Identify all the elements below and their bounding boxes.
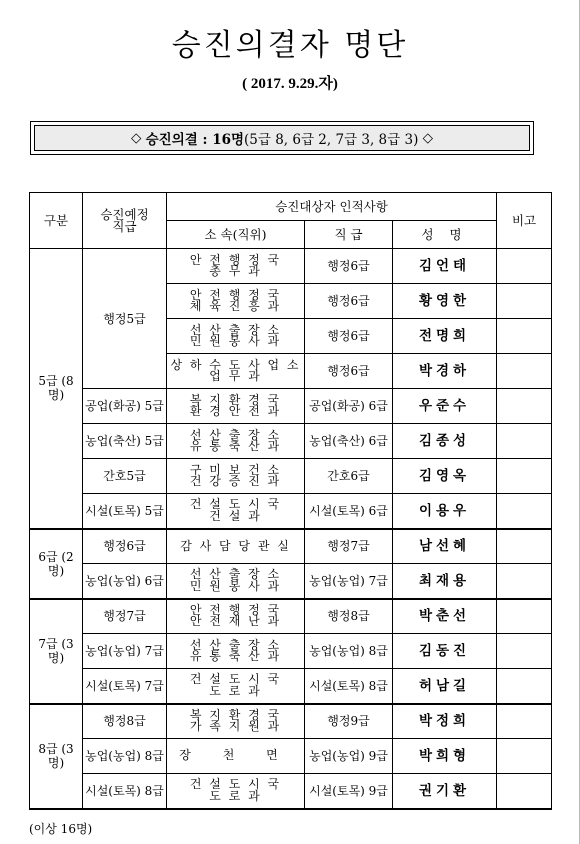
rank-cell: 행정8급 <box>305 599 393 634</box>
header-target-rank <box>83 193 167 249</box>
dept-line: 가 족 지 원 과 <box>189 719 282 734</box>
person-name: 최재용 <box>393 564 497 599</box>
dept-cell <box>167 669 305 704</box>
remarks-cell <box>497 774 552 809</box>
person-name: 허남길 <box>393 669 497 704</box>
group-cell <box>30 249 83 529</box>
remarks-cell <box>497 459 552 494</box>
remarks-cell <box>497 249 552 284</box>
header-name: 성 명 <box>393 221 497 249</box>
person-name: 권기환 <box>393 774 497 809</box>
group-cell <box>30 599 83 704</box>
group-cell <box>30 529 83 599</box>
rank-cell: 공업(화공) 6급 <box>305 389 393 424</box>
target-cell: 간호5급 <box>83 459 167 494</box>
target-cell: 행정5급 <box>83 249 167 389</box>
dept-line: 장 천 면 <box>179 748 292 763</box>
remarks-cell <box>497 424 552 459</box>
footer-total: (이상 16명) <box>29 822 93 836</box>
table-row <box>30 529 552 564</box>
remarks-cell <box>497 284 552 319</box>
person-name: 남선혜 <box>393 529 497 564</box>
rank-cell: 간호6급 <box>305 459 393 494</box>
document-date: ( 2017. 9.29.자) <box>242 76 338 92</box>
person-name: 김언태 <box>393 249 497 284</box>
summary-box <box>30 121 534 155</box>
rank-cell: 시설(토목) 8급 <box>305 669 393 704</box>
dept-cell <box>167 459 305 494</box>
dept-line: 민 원 봉 사 과 <box>189 334 282 348</box>
dept-line: 건 설 도 시 국 <box>189 777 282 792</box>
target-cell: 공업(화공) 5급 <box>83 389 167 424</box>
person-name: 황영한 <box>393 284 497 319</box>
person-name: 김동진 <box>393 634 497 669</box>
target-cell: 농업(농업) 7급 <box>83 634 167 669</box>
dept-line: 유 통 축 산 과 <box>189 649 282 663</box>
dept-cell <box>167 494 305 529</box>
remarks-cell <box>497 704 552 739</box>
summary-detail: (5급 8, 6급 2, 7급 3, 8급 3) <box>244 132 419 148</box>
remarks-cell <box>497 494 552 529</box>
dept-line: 선 산 출 장 소 <box>189 322 282 337</box>
rank-cell: 행정6급 <box>305 354 393 389</box>
dept-cell <box>167 354 305 389</box>
header-current-rank: 직 급 <box>305 221 393 249</box>
person-name: 김영옥 <box>393 459 497 494</box>
group-label: 8급 (3명) <box>38 742 74 770</box>
dept-cell <box>167 529 305 564</box>
header-details-group: 승진대상자 인적사항 <box>167 193 497 221</box>
summary-inner <box>34 125 530 151</box>
dept-cell <box>167 249 305 284</box>
person-name: 박정희 <box>393 704 497 739</box>
dept-line: 안 전 행 정 국 <box>189 602 282 617</box>
remarks-cell <box>497 529 552 564</box>
table-row <box>30 774 552 809</box>
dept-line: 건 설 도 시 국 <box>189 672 282 687</box>
dept-cell <box>167 599 305 634</box>
table-row <box>30 669 552 704</box>
person-name: 우준수 <box>393 389 497 424</box>
dept-line: 도 로 과 <box>209 683 262 698</box>
target-cell: 농업(농업) 6급 <box>83 564 167 599</box>
dept-line: 선 산 출 장 소 <box>189 567 282 582</box>
dept-cell <box>167 284 305 319</box>
group-cell <box>30 704 83 809</box>
target-cell: 행정6급 <box>83 529 167 564</box>
person-name: 이용우 <box>393 494 497 529</box>
table-row <box>30 424 552 459</box>
dept-line: 유 통 축 산 과 <box>189 439 282 453</box>
remarks-cell <box>497 634 552 669</box>
dept-line: 건 설 과 <box>209 508 262 523</box>
table-row <box>30 494 552 529</box>
remarks-cell <box>497 599 552 634</box>
rank-cell: 시설(토목) 9급 <box>305 774 393 809</box>
person-name: 김종성 <box>393 424 497 459</box>
group-label: 7급 (3명) <box>38 637 74 665</box>
target-cell: 시설(토목) 7급 <box>83 669 167 704</box>
remarks-cell <box>497 739 552 774</box>
rank-cell: 행정6급 <box>305 284 393 319</box>
group-label: 5급 (8명) <box>38 374 74 403</box>
person-name: 박희형 <box>393 739 497 774</box>
header-target-rank-text: 승진예정 직급 <box>100 206 149 234</box>
dept-cell <box>167 739 305 774</box>
table-row <box>30 459 552 494</box>
remarks-cell <box>497 669 552 704</box>
page-title: 승진의결자 명단 <box>171 28 409 63</box>
remarks-cell <box>497 354 552 389</box>
dept-cell <box>167 564 305 599</box>
dept-line: 안 전 재 난 과 <box>189 614 282 629</box>
target-cell: 시설(토목) 8급 <box>83 774 167 809</box>
person-name: 박경하 <box>393 354 497 389</box>
summary-label: 승진의결 : 16명 <box>145 132 245 148</box>
dept-cell <box>167 774 305 809</box>
rank-cell: 시설(토목) 6급 <box>305 494 393 529</box>
rank-cell: 행정6급 <box>305 249 393 284</box>
target-cell: 시설(토목) 5급 <box>83 494 167 529</box>
rank-cell: 농업(농업) 9급 <box>305 739 393 774</box>
table-row <box>30 599 552 634</box>
table-row <box>30 634 552 669</box>
person-name: 박춘선 <box>393 599 497 634</box>
dept-line: 건 강 증 진 과 <box>189 474 282 488</box>
group-label: 6급 (2명) <box>38 549 74 578</box>
table-row <box>30 389 552 424</box>
header-division: 구분 <box>30 193 83 249</box>
rank-cell: 농업(축산) 6급 <box>305 424 393 459</box>
dept-cell <box>167 634 305 669</box>
rank-cell: 농업(농업) 7급 <box>305 564 393 599</box>
dept-line: 체 육 진 흥 과 <box>189 299 282 313</box>
dept-line: 상 하 수 도 사 업 소 <box>170 357 301 372</box>
header-remarks: 비고 <box>497 193 552 249</box>
target-cell: 행정8급 <box>83 704 167 739</box>
diamond-icon: ◇ <box>130 130 142 146</box>
remarks-cell <box>497 564 552 599</box>
dept-cell <box>167 389 305 424</box>
table-row <box>30 704 552 739</box>
header-affiliation: 소 속(직위) <box>167 221 305 249</box>
diamond-icon: ◇ <box>422 130 434 146</box>
table-row <box>30 249 552 284</box>
dept-line: 안 전 행 정 국 <box>189 287 282 302</box>
dept-line: 건 설 도 시 국 <box>189 497 282 512</box>
dept-line: 감 사 담 당 관 실 <box>180 538 291 553</box>
dept-line: 안 전 행 정 국 <box>189 252 282 267</box>
dept-line: 선 산 출 장 소 <box>189 427 282 442</box>
table-row <box>30 739 552 774</box>
rank-cell: 행정6급 <box>305 319 393 354</box>
dept-line: 업 무 과 <box>209 369 262 383</box>
target-cell: 농업(축산) 5급 <box>83 424 167 459</box>
remarks-cell <box>497 389 552 424</box>
rank-cell: 행정7급 <box>305 529 393 564</box>
dept-cell <box>167 704 305 739</box>
dept-line: 복 지 환 경 국 <box>189 707 282 722</box>
dept-line: 복 지 환 경 국 <box>189 392 282 407</box>
dept-line: 민 원 봉 사 과 <box>189 578 282 593</box>
rank-cell: 농업(농업) 8급 <box>305 634 393 669</box>
person-name: 전명희 <box>393 319 497 354</box>
dept-line: 환 경 안 전 과 <box>189 404 282 418</box>
remarks-cell <box>497 319 552 354</box>
table-row <box>30 564 552 599</box>
dept-line: 도 로 과 <box>209 788 262 803</box>
promotion-table <box>29 192 552 810</box>
dept-line: 구 미 보 건 소 <box>189 462 282 477</box>
dept-cell <box>167 319 305 354</box>
dept-line: 선 산 출 장 소 <box>189 637 282 652</box>
rank-cell: 행정9급 <box>305 704 393 739</box>
target-cell: 농업(농업) 8급 <box>83 739 167 774</box>
dept-cell <box>167 424 305 459</box>
dept-line: 총 무 과 <box>209 264 262 278</box>
target-cell: 행정7급 <box>83 599 167 634</box>
